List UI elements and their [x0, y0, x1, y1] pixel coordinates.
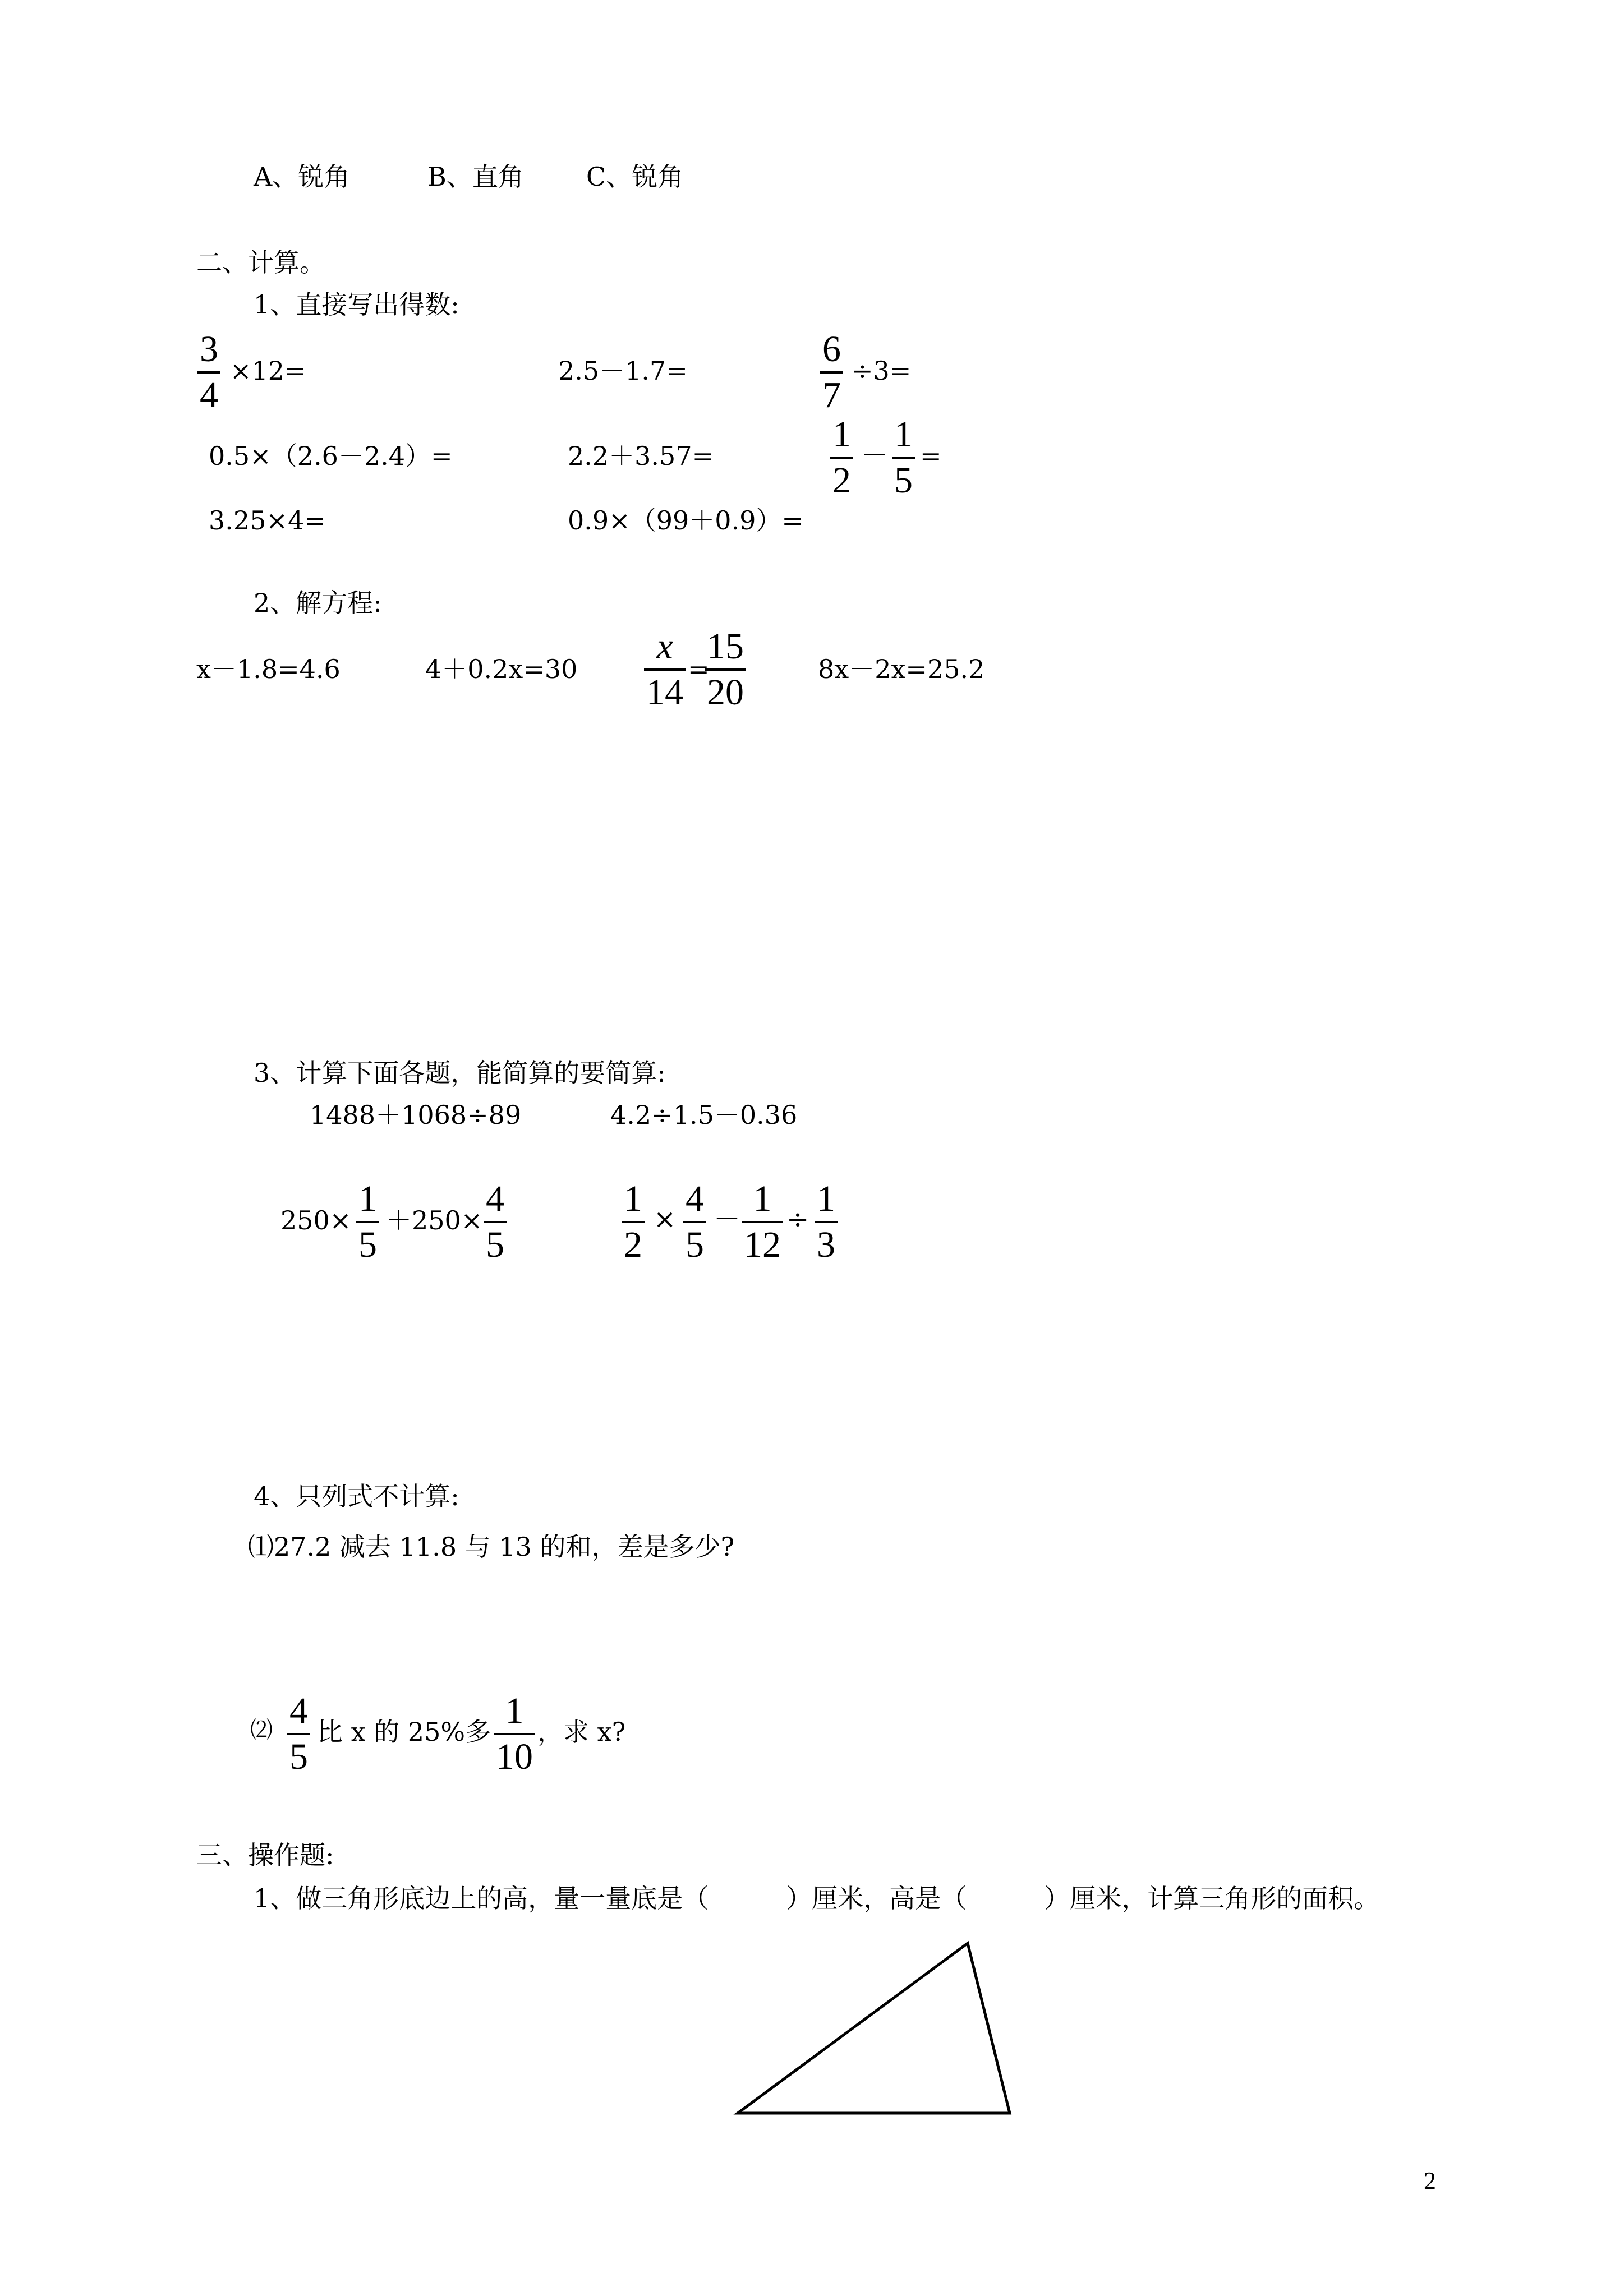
calc-2: 4.2÷1.5－0.36 — [610, 1100, 798, 1130]
numerator: 1 — [832, 414, 851, 455]
numerator: 1 — [505, 1690, 524, 1731]
numerator: 15 — [707, 626, 744, 667]
divide-sign: ÷ — [786, 1204, 809, 1235]
numerator: 1 — [894, 414, 913, 455]
minus-sign: － — [861, 440, 889, 471]
numerator: 1 — [624, 1178, 642, 1219]
denominator: 5 — [686, 1224, 704, 1265]
option-a: A、锐角 — [254, 162, 350, 192]
numerator: x — [656, 626, 673, 667]
numerator: 1 — [817, 1178, 835, 1219]
denominator: 20 — [707, 672, 744, 713]
denominator: 5 — [289, 1736, 308, 1777]
expr-2: 2.5－1.7= — [558, 356, 688, 386]
times-sign: × — [654, 1204, 677, 1235]
part-2-title: 2、解方程: — [254, 588, 382, 618]
expr-5: 2.2＋3.57= — [568, 441, 714, 471]
part-3-title: 3、计算下面各题，能简算的要简算: — [254, 1058, 666, 1088]
question-3-1: 1、做三角形底边上的高，量一量底是（ ）厘米，高是（ ）厘米，计算三角形的面积。 — [254, 1883, 1380, 1914]
denominator: 12 — [744, 1224, 781, 1265]
calc-3-part-b: ＋250× — [386, 1205, 483, 1235]
part-4-title: 4、只列式不计算: — [254, 1481, 459, 1511]
equation-4: 8x－2x=25.2 — [818, 654, 985, 684]
expr-3: ÷3= — [852, 356, 912, 386]
calc-1: 1488＋1068÷89 — [310, 1100, 522, 1130]
expr-7: 3.25×4= — [209, 505, 326, 536]
question-4-2-middle: 比 x 的 25%多 — [317, 1717, 491, 1747]
numerator: 1 — [753, 1178, 772, 1219]
denominator: 5 — [894, 460, 913, 501]
question-4-2-prefix: ⑵ — [250, 1717, 273, 1743]
denominator: 10 — [496, 1736, 533, 1777]
denominator: 14 — [646, 672, 683, 713]
numerator: 4 — [486, 1178, 504, 1219]
denominator: 7 — [822, 375, 841, 416]
numerator: 3 — [200, 329, 218, 370]
equation-1: x－1.8=4.6 — [196, 654, 341, 684]
equation-2: 4＋0.2x=30 — [425, 654, 578, 684]
expr-1: ×12= — [230, 356, 306, 386]
calc-3-part-a: 250× — [280, 1205, 352, 1235]
denominator: 5 — [486, 1224, 504, 1265]
page-number: 2 — [1424, 2167, 1436, 2194]
section-2-title: 二、计算。 — [196, 247, 325, 278]
option-c: C、锐角 — [586, 162, 684, 192]
triangle — [738, 1943, 1010, 2113]
denominator: 3 — [817, 1224, 835, 1265]
numerator: 4 — [289, 1690, 308, 1731]
expr-4: 0.5×（2.6－2.4）= — [209, 441, 453, 471]
option-b: B、直角 — [427, 162, 524, 192]
part-1-title: 1、直接写出得数: — [254, 289, 459, 320]
numerator: 1 — [358, 1178, 377, 1219]
denominator: 4 — [200, 375, 218, 416]
denominator: 2 — [624, 1224, 642, 1265]
denominator: 2 — [832, 460, 851, 501]
minus-sign: － — [714, 1204, 741, 1235]
equals-sign: = — [688, 654, 710, 684]
numerator: 4 — [686, 1178, 704, 1219]
section-3-title: 三、操作题: — [196, 1840, 334, 1870]
question-4-2-end: ，求 x? — [537, 1717, 626, 1747]
denominator: 5 — [358, 1224, 377, 1265]
question-4-1: ⑴27.2 减去 11.8 与 13 的和，差是多少? — [248, 1532, 735, 1562]
expr-8: 0.9×（99＋0.9）= — [568, 505, 803, 536]
equals-sign: = — [920, 441, 942, 471]
numerator: 6 — [822, 329, 841, 370]
